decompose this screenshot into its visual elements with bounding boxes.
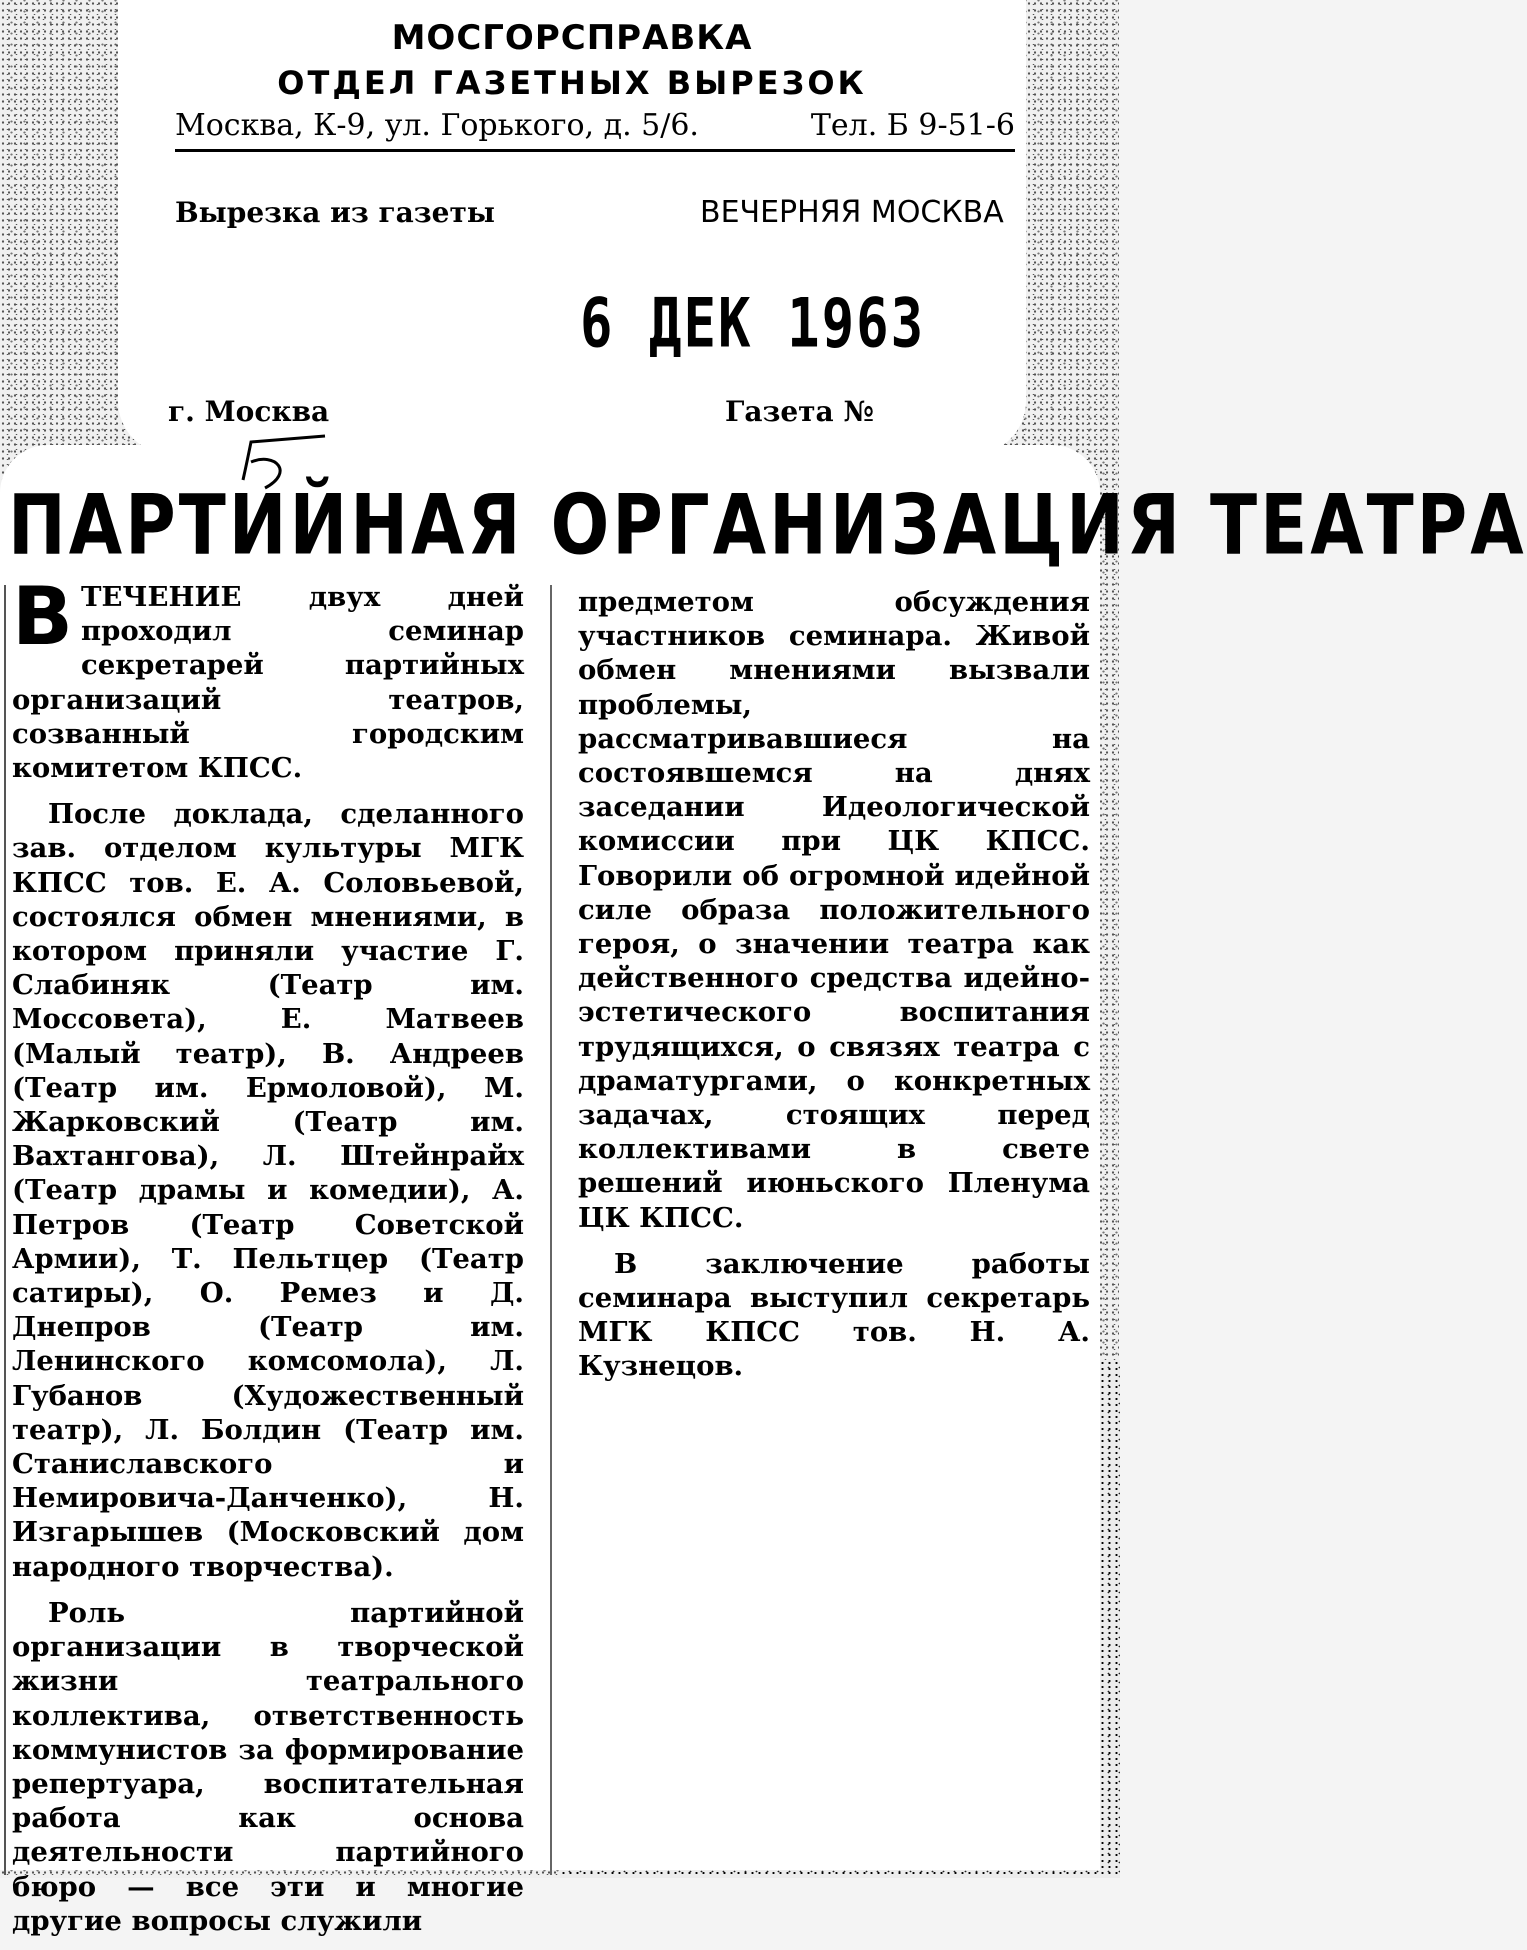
column-rule-middle (550, 585, 552, 1875)
issue-number-label: Газета № (725, 395, 874, 428)
article-headline: ПАРТИЙНАЯ ОРГАНИЗАЦИЯ ТЕАТРА (8, 478, 1527, 574)
column-rule-left (4, 585, 6, 1875)
city-label: г. Москва (168, 395, 330, 428)
address-text: Москва, К-9, ул. Горького, д. 5/6. (175, 108, 699, 143)
clipping-label: Вырезка из газеты (175, 196, 495, 229)
date-stamp: 6 ДЕК 1963 (580, 284, 926, 363)
newspaper-name: ВЕЧЕРНЯЯ МОСКВА (700, 195, 1004, 230)
article-paragraph-2: После доклада, сделанного зав. отделом культуры МГК КПСС тов. Е. А. Соловьевой, состоялся обмен мнениями, в котором приняли участие Г. Слабиняк (Театр им. Моссовета), Е. Матвеев (Малый театр), В. Андреев (Театр им. Ермоловой), М. Жарковский (Театр им. Вахтангова), Л. Штейнрайх (Театр драмы и комедии), А. Петров (Театр Советской Армии), Т. Пельтцер (Театр сатиры), О. Ремез и Д. Днепров (Театр им. Ленинского комсомола), Л. Губанов (Художественный театр), Л. Болдин (Театр им. Станиславского и Немировича-Данченко), Н. Изгарышев (Московский дом народного творчества). (12, 798, 524, 1583)
paragraph-1-text: ТЕЧЕНИЕ двух дней проходил семинар секретарей партийных организаций театров, созванный городским комитетом КПСС. (12, 581, 524, 785)
phone-text: Тел. Б 9-51-6 (810, 108, 1015, 143)
article-paragraph-1 (12, 570, 524, 785)
article-paragraph-3: Роль партийной организации в творческой жизни театрального коллектива, ответственность коммунистов за формирование репертуара, воспитательная работа как основа деятельности партийного бюро — все эти и многие другие вопросы служили (12, 1596, 524, 1937)
article-column-right (578, 585, 1090, 1396)
article-column-left (12, 570, 524, 1950)
article-paragraph-4: В заключение работы семинара выступил секретарь МГК КПСС тов. Н. А. Кузнецов. (578, 1247, 1090, 1383)
address-line (175, 108, 1015, 152)
department-name: ОТДЕЛ ГАЗЕТНЫХ ВЫРЕЗОК (277, 64, 867, 102)
drop-cap: В (12, 570, 73, 663)
article-paragraph-3-continued: предметом обсуждения участников семинара. Живой обмен мнениями вызвали проблемы, рассматривавшиеся на состоявшемся на днях заседании Идеологической комиссии при ЦК КПСС. Говорили об огромной идейной силе образа положительного героя, о значении театра как действенного средства идейно-эстетического воспитания трудящихся, о связях театра с драматургами, о конкретных задачах, стоящих перед коллективами в свете решений июньского Пленума ЦК КПСС. (578, 586, 1090, 1234)
agency-name: МОСГОРСПРАВКА (391, 18, 753, 58)
